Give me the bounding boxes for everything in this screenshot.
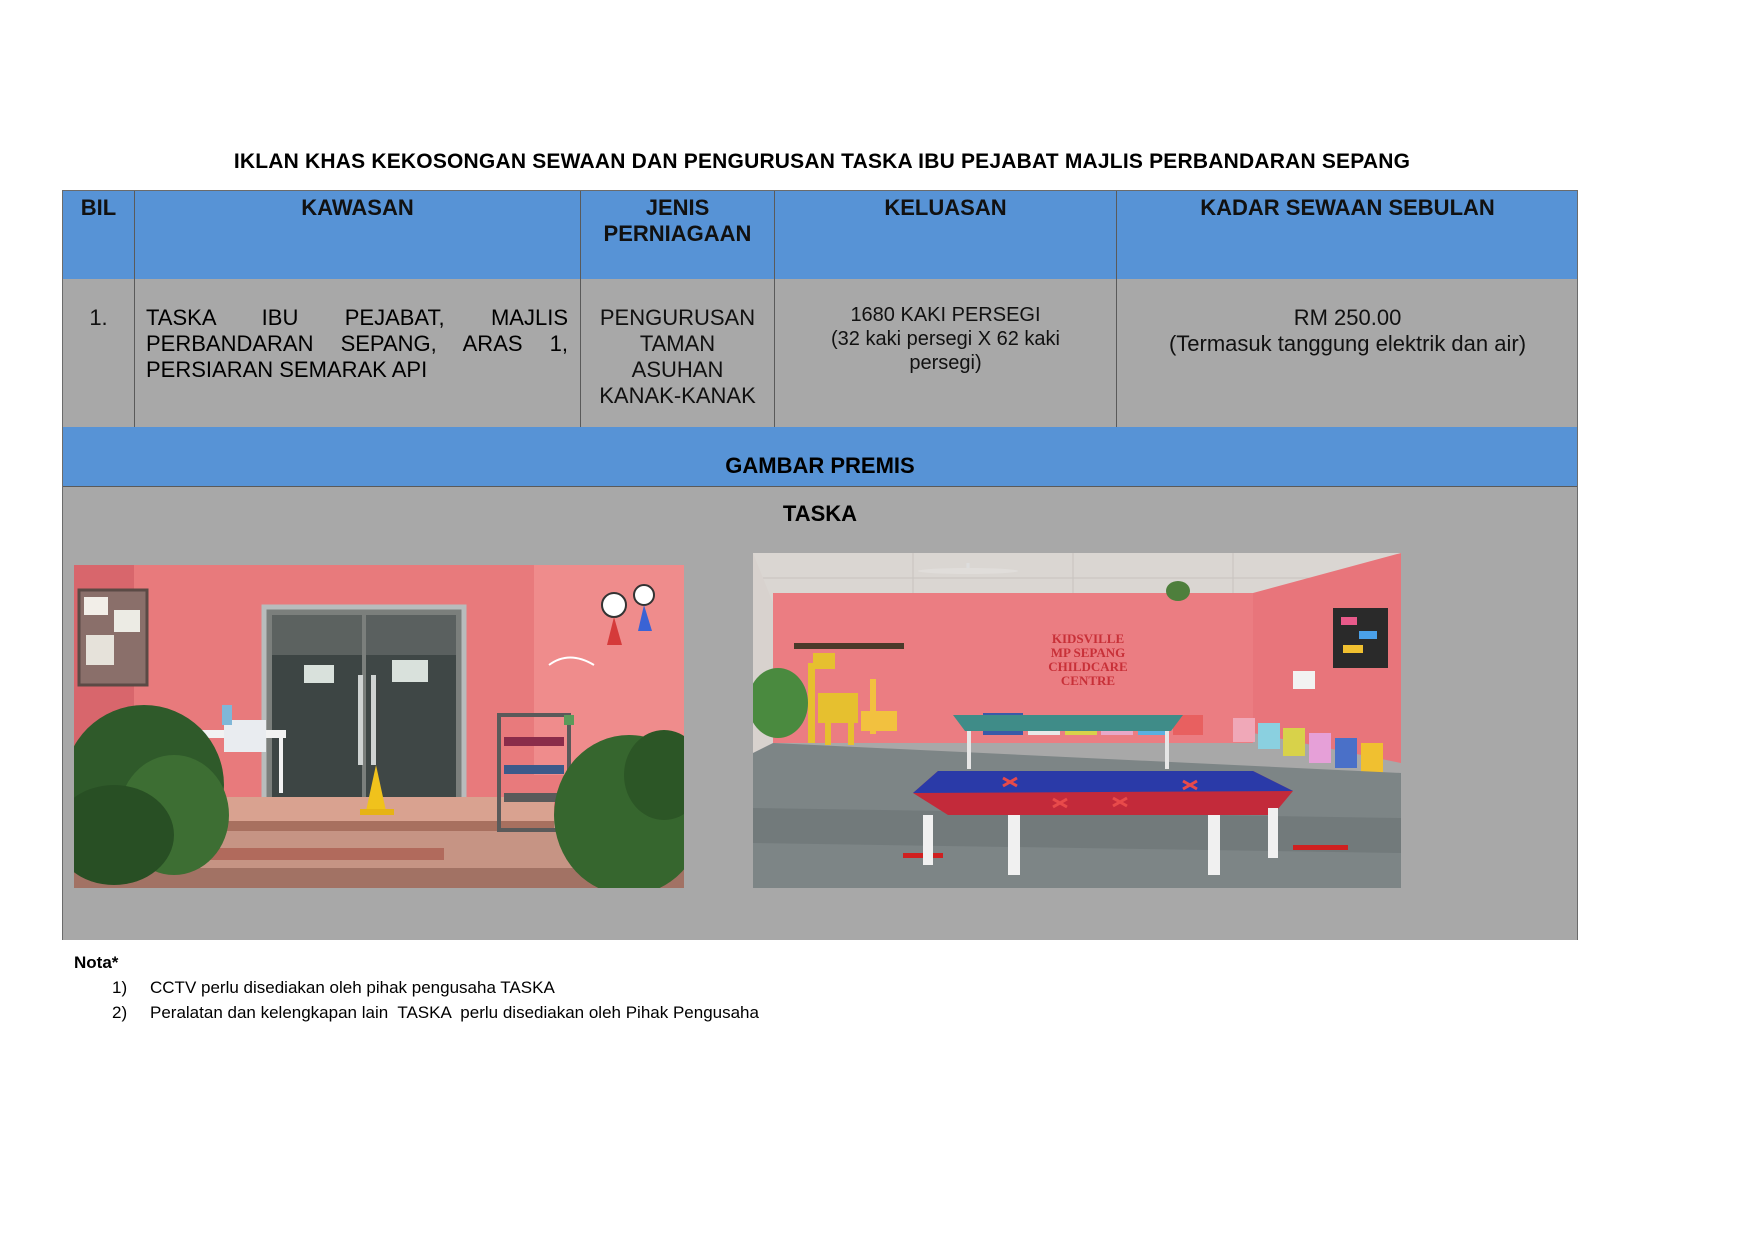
nota-label: Nota* xyxy=(74,953,119,972)
document-title: IKLAN KHAS KEKOSONGAN SEWAAN DAN PENGURUSAN TASKA IBU PEJABAT MAJLIS PERBANDARAN SEPANG xyxy=(233,150,1411,173)
kawasan-line-1: TASKA IBU PEJABAT, MAJLIS xyxy=(146,305,568,330)
nota-item-2-number: 2) xyxy=(112,1003,128,1022)
header-bil: BIL xyxy=(63,191,135,279)
nota-item-2-text: Peralatan dan kelengkapan lain TASKA perlu disediakan oleh Pihak Pengusaha xyxy=(150,1003,759,1022)
kawasan-line-2: PERBANDARAN SEPANG, ARAS 1, xyxy=(146,331,568,356)
nota-item-2 xyxy=(112,1003,759,1023)
header-jenis xyxy=(581,191,775,279)
wall-sign-line-1: KIDSVILLE xyxy=(1051,631,1125,646)
jenis-line-3: ASUHAN xyxy=(631,357,724,382)
header-kawasan: KAWASAN xyxy=(135,191,581,279)
section-header-gambar-premis: GAMBAR PREMIS xyxy=(63,427,1577,487)
keluasan-line-3: persegi) xyxy=(909,352,982,374)
premises-pictures xyxy=(63,487,1577,940)
nota-item-1-number: 1) xyxy=(112,978,128,997)
cell-kadar xyxy=(1117,279,1578,427)
keluasan-line-1: 1680 KAKI PERSEGI xyxy=(850,304,1041,326)
picture-title: TASKA xyxy=(782,501,858,526)
keluasan-line-2: (32 kaki persegi X 62 kaki xyxy=(830,328,1060,350)
table-header-row xyxy=(63,191,1577,280)
wall-sign-line-2: MP SEPANG xyxy=(1050,645,1126,660)
cell-kawasan xyxy=(135,279,581,427)
listing-table xyxy=(62,190,1578,940)
header-jenis-line1: JENIS xyxy=(645,195,710,220)
photo-entrance xyxy=(74,565,684,888)
cell-jenis xyxy=(581,279,775,427)
cell-keluasan xyxy=(775,279,1117,427)
header-kadar: KADAR SEWAAN SEBULAN xyxy=(1200,195,1495,220)
kadar-note: (Termasuk tanggung elektrik dan air) xyxy=(1168,331,1527,356)
photo-classroom xyxy=(753,553,1401,888)
header-jenis-line2: PERNIAGAAN xyxy=(603,221,752,246)
nota-item-1-text: CCTV perlu disediakan oleh pihak pengusaha TASKA xyxy=(150,978,555,997)
cell-bil: 1. xyxy=(63,279,135,427)
wall-sign-line-4: CENTRE xyxy=(1060,673,1116,688)
jenis-line-2: TAMAN xyxy=(639,331,716,356)
table-row xyxy=(63,279,1577,428)
wall-sign-line-3: CHILDCARE xyxy=(1048,659,1128,674)
nota-item-1 xyxy=(112,978,555,998)
jenis-line-4: KANAK-KANAK xyxy=(599,383,756,408)
jenis-line-1: PENGURUSAN xyxy=(599,305,756,330)
header-keluasan: KELUASAN xyxy=(775,191,1117,279)
kawasan-line-3: PERSIARAN SEMARAK API xyxy=(146,357,428,382)
kadar-amount: RM 250.00 xyxy=(1293,305,1402,330)
